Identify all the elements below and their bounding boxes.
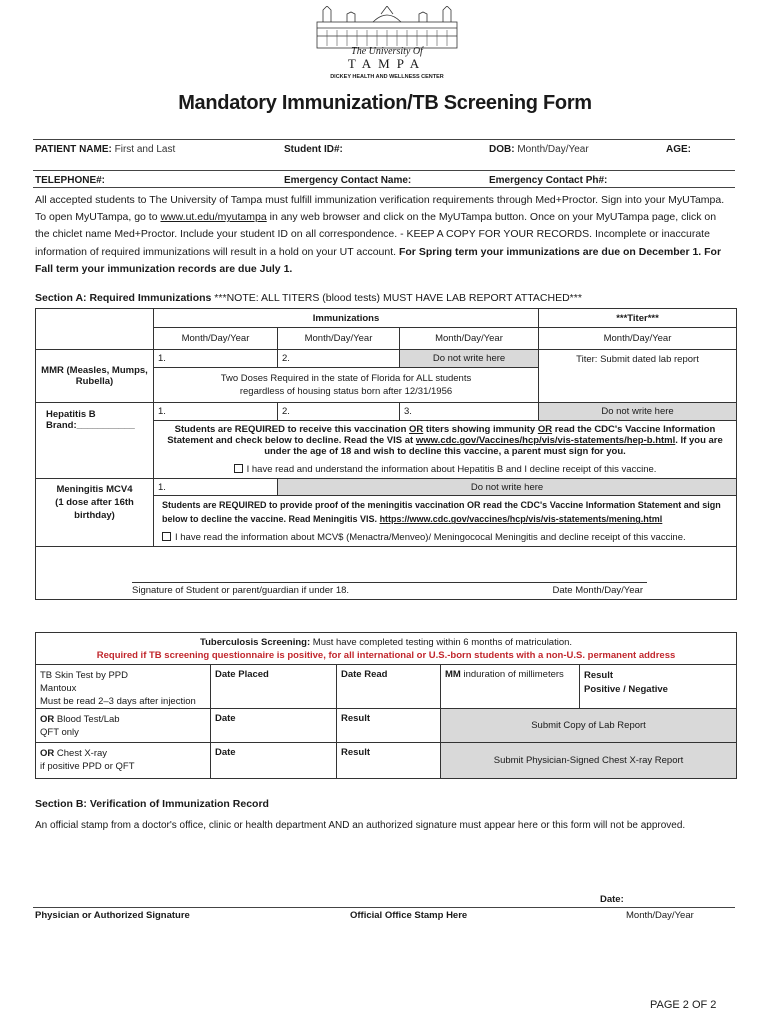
signature-date-label: Date Month/Day/Year: [552, 585, 643, 596]
ppd-label: TB Skin Test by PPD Mantoux Must be read 2–3 days after injection: [36, 665, 211, 709]
telephone-label: TELEPHONE#:: [35, 175, 106, 186]
emergency-name-label: Emergency Contact Name:: [284, 175, 412, 186]
hepb-dose-2-field[interactable]: 2.: [278, 403, 400, 421]
mcv4-label-cell: [36, 479, 154, 547]
tb-table: [35, 632, 737, 779]
mmr-dose-2-field[interactable]: 2.: [278, 350, 400, 368]
hepb-vis-link[interactable]: www.cdc.gov/Vaccines/hcp/vis/vis-statements/hep-b.html: [415, 435, 676, 447]
hepb-brand-field[interactable]: Brand:___________: [46, 420, 135, 431]
submit-xray-note: Submit Physician-Signed Chest X-ray Report: [441, 743, 737, 779]
ppd-result-field[interactable]: Result Positive / Negative: [580, 665, 737, 709]
ppd-date-read-field[interactable]: Date Read: [337, 665, 441, 709]
section-b-heading: Section B: Verification of Immunization Record: [35, 798, 269, 810]
ppd-mm-field[interactable]: MM induration of millimeters: [441, 665, 580, 709]
myutampa-link[interactable]: www.ut.edu/myutampa: [160, 211, 267, 224]
date-column: Month/Day/Year: [400, 328, 539, 350]
hepb-label: Hepatitis B: [46, 409, 96, 420]
section-b-date-hint: Month/Day/Year: [626, 910, 694, 921]
signature-label: Signature of Student or parent/guardian if under 18.: [132, 585, 350, 596]
date-column: Month/Day/Year: [278, 328, 400, 350]
date-column: Month/Day/Year: [154, 328, 278, 350]
mcv4-dose-1-field[interactable]: 1.: [154, 479, 278, 496]
tb-title: Tuberculosis Screening: Must have completed testing within 6 months of matriculation.: [199, 636, 573, 648]
emergency-phone-label: Emergency Contact Ph#:: [489, 175, 608, 186]
health-center-name: DICKEY HEALTH AND WELLNESS CENTER: [330, 74, 444, 80]
dob-label: DOB: Month/Day/Year: [489, 144, 589, 155]
mmr-label: MMR (Measles, Mumps, Rubella): [36, 350, 154, 403]
ppd-date-placed-field[interactable]: Date Placed: [211, 665, 337, 709]
age-label: AGE:: [666, 144, 691, 155]
university-logo: [313, 6, 461, 50]
hepb-label-cell: [36, 403, 154, 479]
signature-line[interactable]: [132, 582, 647, 596]
signature-row: [36, 547, 737, 600]
blood-test-label: OR Blood Test/Lab QFT only: [36, 709, 211, 743]
physician-signature-label: Physician or Authorized Signature: [35, 910, 190, 921]
hepb-decline-row: I have read and understand the information about Hepatitis B and I decline receipt of this vaccine.: [154, 461, 737, 479]
immunizations-header: Immunizations: [154, 309, 539, 328]
mmr-no-write: Do not write here: [400, 350, 539, 368]
blood-test-date-field[interactable]: Date: [211, 709, 337, 743]
signature-line[interactable]: [33, 907, 735, 908]
hepb-dose-1-field[interactable]: 1.: [154, 403, 278, 421]
hepb-note: Students are REQUIRED to receive this vaccination OR titers showing immunity OR read the CDC's Vaccine Information Statement and check below to decline. Read the VIS at www.cdc.gov/Vaccines/hcp/vis/vis-statements/hep-b.html. If you are under the age of 18 and wish to decline this vaccine, a parent must sign for you.: [154, 421, 737, 461]
mcv4-vis-link[interactable]: https://www.cdc.gov/vaccines/hcp/vis/vis-statements/mening.html: [379, 514, 663, 525]
tb-required-note: Required if TB screening questionnaire is positive, for all international or U.S.-born students with a non-U.S. permanent address: [96, 649, 676, 661]
chest-xray-result-field[interactable]: Result: [337, 743, 441, 779]
divider: [33, 187, 735, 188]
hepb-no-write: Do not write here: [539, 403, 737, 421]
university-line2: TAMPA: [347, 56, 427, 71]
mmr-titer-field[interactable]: Titer: Submit dated lab report: [539, 350, 737, 403]
section-b-text: An official stamp from a doctor's office, clinic or health department AND an authorized signature must appear here or this form will not be approved.: [35, 820, 686, 831]
section-b-date-label: Date:: [600, 894, 624, 905]
section-a-heading: Section A: Required Immunizations ***NOTE: ALL TITERS (blood tests) MUST HAVE LAB REPORT ATTACHED***: [35, 292, 582, 304]
page-number: PAGE 2 OF 2: [650, 999, 717, 1011]
mcv4-no-write: Do not write here: [278, 479, 737, 496]
divider: [33, 170, 735, 171]
mcv4-decline-checkbox[interactable]: [162, 532, 171, 541]
immunization-table: [35, 308, 737, 600]
submit-lab-note: Submit Copy of Lab Report: [441, 709, 737, 743]
form-title: Mandatory Immunization/TB Screening Form: [178, 92, 592, 114]
tb-header: [36, 633, 737, 665]
stamp-label: Official Office Stamp Here: [350, 910, 468, 921]
patient-name-label: PATIENT NAME: First and Last: [35, 144, 176, 155]
hepb-decline-checkbox[interactable]: [234, 464, 243, 473]
mcv4-note: Students are REQUIRED to provide proof of the meningitis vaccination OR read the CDC's Vaccine Information Statement and sign below to decline the vaccine. Read Meningitis VIS. https://www.cdc.gov/vaccines/hcp/vis/vis-statements/mening.html: [154, 496, 737, 529]
intro-paragraph: All accepted students to The University of Tampa must fulfill immunization verification requirements through Med+Proctor. Sign into your MyUTampa. To open MyUTampa, go to www.ut.edu/myutampa in any web browser and click on the MyUTampa button. Once on your MyUTampa page, click on the chiclet name Med+Proctor. Include your student ID on all correspondence. - KEEP A COPY FOR YOUR RECORDS. Incomplete or inaccurate information of required immunizations will result in a hold on your UT account. For Spring term your immunizations are due on December 1. For Fall term your immunization records are due July 1.: [35, 194, 725, 275]
divider: [33, 139, 735, 140]
student-id-label: Student ID#:: [284, 144, 343, 155]
mmr-dose-1-field[interactable]: 1.: [154, 350, 278, 368]
hepb-dose-3-field[interactable]: 3.: [400, 403, 539, 421]
mcv4-decline-row: I have read the information about MCV$ (Menactra/Menveo)/ Meningococal Meningitis and decline receipt of this vaccine.: [154, 529, 737, 547]
chest-xray-label: OR Chest X-ray if positive PPD or QFT: [36, 743, 211, 779]
mcv4-sub: (1 dose after 16th birthday): [55, 497, 134, 521]
date-column: Month/Day/Year: [539, 328, 737, 350]
titer-header: ***Titer***: [539, 309, 737, 328]
university-line1: The University Of: [351, 46, 423, 57]
chest-xray-date-field[interactable]: Date: [211, 743, 337, 779]
mmr-note: Two Doses Required in the state of Florida for ALL students regardless of housing status born after 12/31/1956: [154, 368, 539, 403]
blood-test-result-field[interactable]: Result: [337, 709, 441, 743]
mcv4-label: Meningitis MCV4: [56, 484, 133, 495]
